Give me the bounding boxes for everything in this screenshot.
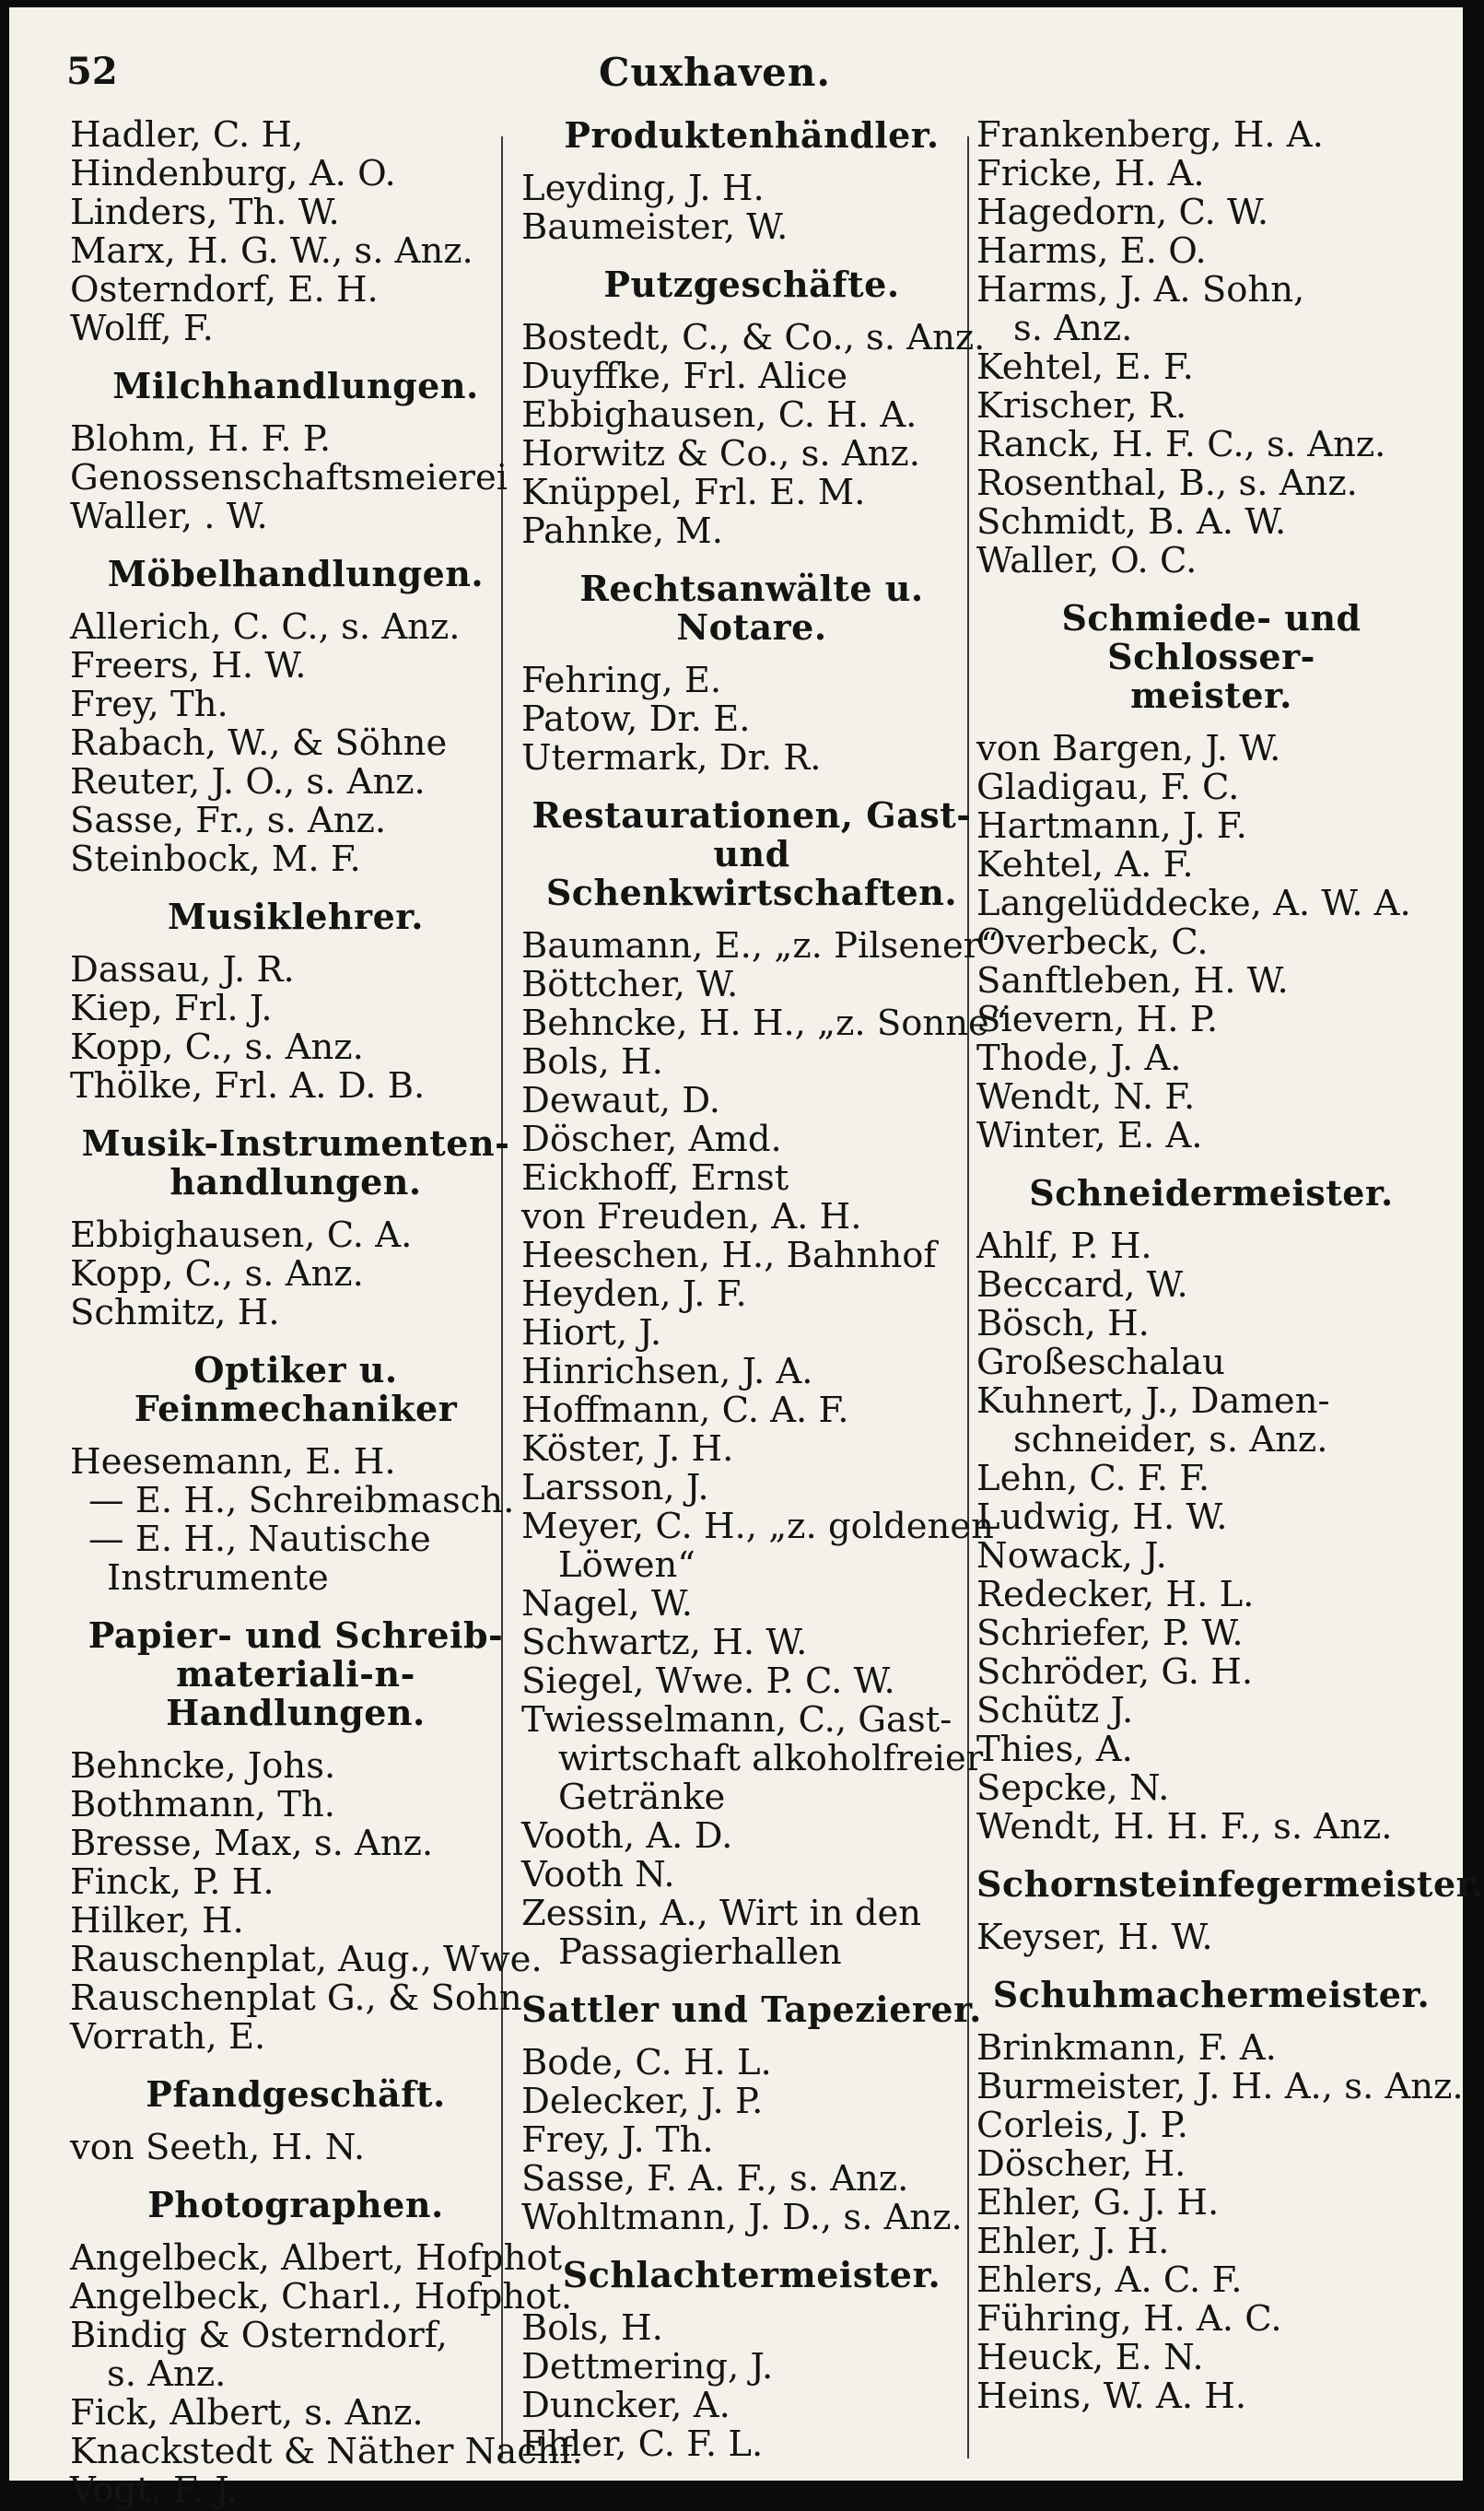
directory-entry: Gladigau, F. C. xyxy=(976,767,1240,808)
directory-entry: Blohm, H. F. P. xyxy=(70,418,332,460)
directory-entry: Leyding, J. H. xyxy=(521,168,765,209)
section-heading: Schornsteinfegermeister. xyxy=(976,1863,1484,1905)
directory-entry: Thode, J. A. xyxy=(976,1038,1182,1079)
directory-entry: Bothmann, Th. xyxy=(70,1784,335,1825)
section-heading: Sattler und Tapezierer. xyxy=(521,1989,982,2030)
directory-entry: Sanftleben, H. W. xyxy=(976,960,1289,1002)
directory-entry: Hagedorn, C. W. xyxy=(976,192,1269,233)
section-heading: Schlachtermeister. xyxy=(562,2254,941,2295)
directory-entry: Sasse, F. A. F., s. Anz. xyxy=(521,2158,909,2200)
section-heading: handlungen. xyxy=(169,1161,422,1203)
entry-list xyxy=(70,2237,583,2511)
directory-entry: Kopp, C., s. Anz. xyxy=(70,1253,364,1295)
directory-entry: Hoffmann, C. A. F. xyxy=(521,1390,849,1431)
directory-entry: Zessin, A., Wirt in den xyxy=(521,1893,922,1934)
directory-entry: Thölke, Frl. A. D. B. xyxy=(70,1065,426,1107)
directory-entry: Ehler, C. F. L. xyxy=(521,2423,764,2465)
directory-entry: Meyer, C. H., „z. goldenen xyxy=(521,1506,994,1547)
directory-entry: Vooth, A. D. xyxy=(521,1815,733,1857)
entry-list xyxy=(976,2027,1464,2417)
directory-entry: Bode, C. H. L. xyxy=(521,2042,772,2083)
directory-entry: Ranck, H. F. C., s. Anz. xyxy=(976,424,1386,465)
directory-entry: Wolff, F. xyxy=(70,308,214,349)
directory-entry: Twiesselmann, C., Gast- xyxy=(521,1699,952,1741)
entry-list xyxy=(521,2044,982,2237)
directory-entry: Hiort, J. xyxy=(521,1312,662,1354)
directory-entry: Rosenthal, B., s. Anz. xyxy=(976,463,1358,504)
directory-entry: Bösch, H. xyxy=(976,1303,1150,1344)
directory-entry: Wendt, H. H. F., s. Anz. xyxy=(976,1806,1393,1848)
directory-entry: Dassau, J. R. xyxy=(70,949,295,991)
entry-list xyxy=(976,1227,1446,1847)
directory-entry: Baumeister, W. xyxy=(521,206,789,248)
directory-entry: Duyffke, Frl. Alice xyxy=(521,356,848,397)
directory-entry: schneider, s. Anz. xyxy=(1013,1419,1328,1461)
directory-entry: Siegel, Wwe. P. C. W. xyxy=(521,1660,895,1702)
directory-entry: Böttcher, W. xyxy=(521,964,739,1005)
directory-entry: Freers, H. W. xyxy=(70,645,307,686)
directory-entry: Hadler, C. H, xyxy=(70,114,304,156)
directory-entry: Patow, Dr. E. xyxy=(521,698,751,740)
directory-entry: Angelbeck, Charl., Hofphot. xyxy=(70,2276,573,2317)
section-heading: Schmiede- und Schlosser- xyxy=(1061,597,1361,677)
directory-entry: Finck, P. H. xyxy=(70,1861,275,1903)
directory-entry: Köster, J. H. xyxy=(521,1428,734,1470)
directory-entry: Waller, . W. xyxy=(70,496,268,537)
directory-entry: Knüppel, Frl. E. M. xyxy=(521,472,866,513)
directory-entry: Brinkmann, F. A. xyxy=(976,2027,1277,2069)
section-heading: Rechtsanwälte u. Notare. xyxy=(579,568,924,648)
section-heading: und Schenkwirtschaften. xyxy=(545,833,958,913)
directory-entry: Frey, J. Th. xyxy=(521,2119,714,2161)
directory-entry: Schwartz, H. W. xyxy=(521,1622,808,1663)
directory-entry: Bostedt, C., & Co., s. Anz. xyxy=(521,317,986,358)
directory-entry: Langelüddecke, A. W. A. xyxy=(976,883,1411,924)
section-heading: Möbelhandlungen. xyxy=(107,553,485,594)
directory-entry: Getränke xyxy=(558,1777,726,1818)
directory-entry: Instrumente xyxy=(107,1557,329,1599)
directory-entry: Rabach, W., & Söhne xyxy=(70,722,448,764)
directory-entry: Osterndorf, E. H. xyxy=(70,269,379,311)
directory-entry: Steinbock, M. F. xyxy=(70,839,361,880)
entry-list xyxy=(70,608,521,879)
entry-list xyxy=(521,2309,982,2464)
directory-entry: Genossenschaftsmeierei xyxy=(70,457,508,499)
directory-entry: Schmidt, B. A. W. xyxy=(976,501,1287,543)
directory-entry: Wendt, N. F. xyxy=(976,1076,1196,1118)
directory-entry: s. Anz. xyxy=(107,2353,227,2395)
directory-entry: Ebbighausen, C. H. A. xyxy=(521,394,917,436)
directory-entry: Schröder, G. H. xyxy=(976,1651,1254,1693)
directory-entry: Bresse, Max, s. Anz. xyxy=(70,1823,434,1864)
entry-list xyxy=(70,951,521,1106)
directory-entry: Sasse, Fr., s. Anz. xyxy=(70,800,387,841)
directory-entry: Sepcke, N. xyxy=(976,1767,1170,1809)
directory-entry: Großeschalau xyxy=(976,1342,1225,1383)
directory-entry: Lehn, C. F. F. xyxy=(976,1458,1210,1499)
directory-page xyxy=(9,7,1484,2511)
column-left xyxy=(70,114,583,2511)
directory-entry: von Seeth, H. N. xyxy=(70,2127,366,2168)
directory-entry: Baumann, E., „z. Pilsener“ xyxy=(521,925,999,967)
directory-entry: Ahlf, P. H. xyxy=(976,1226,1152,1267)
directory-entry: Heyden, J. F. xyxy=(521,1273,747,1315)
directory-entry: Bols, H. xyxy=(521,1041,663,1083)
directory-entry: Burmeister, J. H. A., s. Anz. xyxy=(976,2066,1464,2107)
directory-entry: Krischer, R. xyxy=(976,385,1187,427)
directory-entry: Hartmann, J. F. xyxy=(976,805,1247,847)
directory-entry: Knackstedt & Näther Nachf. xyxy=(70,2431,583,2472)
directory-entry: — E. H., Nautische xyxy=(88,1519,431,1560)
entry-list xyxy=(70,1216,521,1332)
directory-entry: Pahnke, M. xyxy=(521,510,723,552)
directory-entry: Rauschenplat G., & Sohn xyxy=(70,1977,522,2019)
directory-entry: Döscher, Amd. xyxy=(521,1119,782,1160)
directory-entry: Nagel, W. xyxy=(521,1583,693,1625)
directory-entry: Corleis, J. P. xyxy=(976,2105,1188,2146)
directory-entry: Harms, J. A. Sohn, xyxy=(976,269,1305,311)
directory-entry: Heins, W. A. H. xyxy=(976,2376,1247,2417)
directory-entry: Hinrichsen, J. A. xyxy=(521,1351,813,1392)
directory-entry: wirtschaft alkoholfreier xyxy=(558,1738,984,1779)
section-heading: Produktenhändler. xyxy=(564,114,940,156)
page-number: 52 xyxy=(66,50,118,93)
directory-entry: Vorrath, E. xyxy=(70,2016,266,2058)
directory-entry: Marx, H. G. W., s. Anz. xyxy=(70,230,473,272)
directory-entry: Harms, E. O. xyxy=(976,230,1207,272)
entry-list xyxy=(521,925,1008,1973)
entry-list xyxy=(70,1745,543,2058)
directory-entry: Ehler, J. H. xyxy=(976,2221,1170,2262)
directory-entry: Overbeck, C. xyxy=(976,921,1209,963)
entry-list xyxy=(70,116,521,348)
column-right xyxy=(976,114,1484,2417)
directory-entry: Schütz J. xyxy=(976,1690,1134,1731)
directory-entry: Eickhoff, Ernst xyxy=(521,1157,789,1199)
directory-entry: Heeschen, H., Bahnhof xyxy=(521,1235,937,1276)
directory-entry: Kuhnert, J., Damen- xyxy=(976,1380,1330,1422)
directory-entry: Kehtel, A. F. xyxy=(976,844,1194,886)
directory-entry: Rauschenplat, Aug., Wwe. xyxy=(70,1939,543,1980)
section-heading: Photographen. xyxy=(147,2184,444,2225)
directory-entry: Linders, Th. W. xyxy=(70,192,340,233)
directory-entry: Bols, H. xyxy=(521,2307,663,2349)
directory-entry: Wohltmann, J. D., s. Anz. xyxy=(521,2197,963,2238)
directory-entry: Redecker, H. L. xyxy=(976,1574,1255,1615)
directory-entry: Behncke, H. H., „z. Sonne“ xyxy=(521,1003,1008,1044)
directory-entry: Behncke, Johs. xyxy=(70,1745,336,1787)
entry-list xyxy=(976,116,1446,581)
directory-entry: Utermark, Dr. R. xyxy=(521,737,822,779)
directory-entry: Waller, O. C. xyxy=(976,540,1198,581)
directory-entry: Fricke, H. A. xyxy=(976,153,1205,194)
directory-entry: Heuck, E. N. xyxy=(976,2337,1204,2378)
section-heading: Milchhandlungen. xyxy=(112,365,479,406)
directory-entry: Thies, A. xyxy=(976,1729,1133,1770)
entry-list xyxy=(521,317,986,552)
directory-entry: Ehlers, A. C. F. xyxy=(976,2259,1243,2301)
directory-entry: Döscher, H. xyxy=(976,2143,1186,2185)
directory-entry: Fehring, E. xyxy=(521,660,722,701)
directory-entry: von Freuden, A. H. xyxy=(521,1196,862,1238)
directory-entry: Dettmering, J. xyxy=(521,2346,774,2388)
section-heading: Putzgeschäfte. xyxy=(603,264,900,305)
section-heading: Restaurationen, Gast- xyxy=(532,794,972,836)
running-title: Cuxhaven. xyxy=(599,50,832,95)
directory-entry: Sievern, H. P. xyxy=(976,999,1219,1040)
directory-entry: Schmitz, H. xyxy=(70,1292,280,1333)
section-heading: meister. xyxy=(1130,675,1292,716)
directory-entry: Führing, H. A. C. xyxy=(976,2298,1282,2340)
section-heading: Papier- und Schreib- xyxy=(88,1614,504,1656)
section-heading: Optiker u. Feinmechaniker xyxy=(134,1349,458,1429)
directory-entry: Löwen“ xyxy=(558,1544,695,1586)
directory-entry: Ludwig, H. W. xyxy=(976,1496,1228,1538)
entry-list xyxy=(70,1443,521,1598)
directory-entry: Hilker, H. xyxy=(70,1900,244,1942)
section-heading: materiali-n-Handlungen. xyxy=(166,1653,426,1733)
directory-entry: Delecker, J. P. xyxy=(521,2081,764,2122)
directory-entry: Beccard, W. xyxy=(976,1264,1188,1306)
directory-entry: Ebbighausen, C. A. xyxy=(70,1214,413,1256)
entry-list xyxy=(521,170,982,247)
section-heading: Schuhmachermeister. xyxy=(992,1974,1431,2015)
directory-entry: Larsson, J. xyxy=(521,1467,709,1508)
directory-entry: Kehtel, E. F. xyxy=(976,346,1194,388)
directory-entry: Fick, Albert, s. Anz. xyxy=(70,2392,424,2434)
directory-entry: Bindig & Osterndorf, xyxy=(70,2315,448,2356)
directory-entry: Frey, Th. xyxy=(70,684,228,725)
directory-entry: Kopp, C., s. Anz. xyxy=(70,1027,364,1068)
column-middle xyxy=(521,114,1008,2465)
entry-list xyxy=(976,730,1446,1156)
directory-entry: Angelbeck, Albert, Hofphot. xyxy=(70,2237,574,2279)
directory-entry: Reuter, J. O., s. Anz. xyxy=(70,761,426,803)
page-header xyxy=(9,24,1463,95)
directory-entry: — E. H., Schreibmasch. xyxy=(88,1480,515,1521)
entry-list xyxy=(70,420,521,536)
directory-entry: Horwitz & Co., s. Anz. xyxy=(521,433,920,475)
directory-entry: Vogt, F. J. xyxy=(70,2470,238,2511)
directory-entry: Passagierhallen xyxy=(558,1931,842,1973)
directory-entry: Schriefer, P. W. xyxy=(976,1613,1244,1654)
directory-entry: Frankenberg, H. A. xyxy=(976,114,1324,156)
directory-entry: Dewaut, D. xyxy=(521,1080,721,1121)
directory-entry: Ehler, G. J. H. xyxy=(976,2182,1220,2224)
directory-entry: Kiep, Frl. J. xyxy=(70,988,273,1029)
section-heading: Schneidermeister. xyxy=(1029,1172,1394,1214)
directory-entry: von Bargen, J. W. xyxy=(976,728,1281,769)
directory-entry: s. Anz. xyxy=(1013,308,1133,349)
directory-entry: Allerich, C. C., s. Anz. xyxy=(70,606,461,648)
section-heading: Musiklehrer. xyxy=(167,896,425,937)
directory-entry: Hindenburg, A. O. xyxy=(70,153,396,194)
directory-entry: Keyser, H. W. xyxy=(976,1917,1213,1958)
section-heading: Pfandgeschäft. xyxy=(146,2073,446,2115)
directory-entry: Vooth N. xyxy=(521,1854,675,1895)
directory-entry: Heesemann, E. H. xyxy=(70,1441,396,1483)
directory-entry: Duncker, A. xyxy=(521,2385,730,2426)
directory-entry: Winter, E. A. xyxy=(976,1115,1203,1156)
entry-list xyxy=(976,1918,1446,1957)
section-heading: Musik-Instrumenten- xyxy=(81,1122,510,1164)
directory-entry: Nowack, J. xyxy=(976,1535,1167,1577)
entry-list xyxy=(70,2129,521,2167)
entry-list xyxy=(521,662,982,778)
